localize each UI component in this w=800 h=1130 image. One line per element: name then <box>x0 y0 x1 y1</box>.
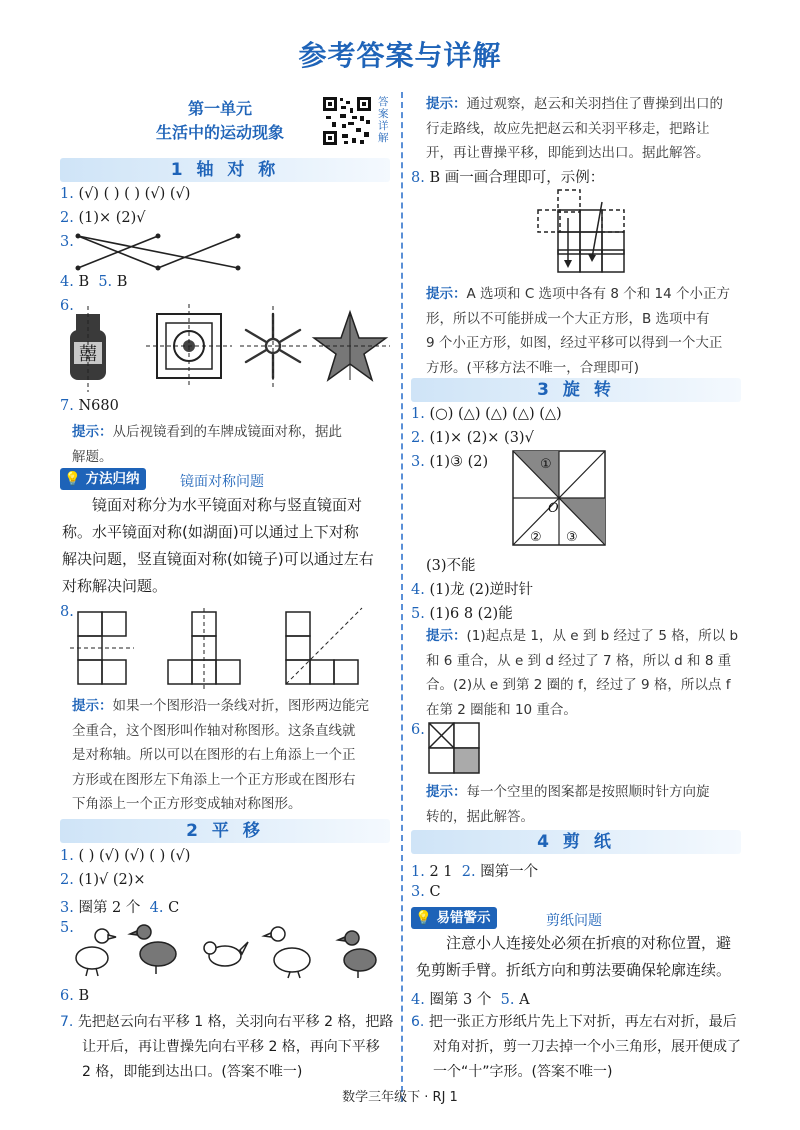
square-pattern-figure <box>146 304 232 388</box>
s3-question-5: 5. (1)6 8 (2)能 <box>411 606 513 622</box>
s2-question-3-4: 3. 圈第 2 个 4. C <box>60 900 180 916</box>
warning-tag: 💡 易错警示 <box>411 907 497 929</box>
s2-question-8: 8. B 画一画合理即可，示例： <box>411 170 605 186</box>
s3-question-3: 3. (1)③ (2) <box>411 454 489 470</box>
section-4-header: 4 剪 纸 <box>411 830 741 854</box>
axis-symmetry-figures <box>70 608 390 690</box>
s3-question-3-part3: (3)不能 <box>426 558 476 574</box>
s2-question-8-tip: 提示：A 选项和 C 选项中各有 8 个和 14 个小正方 形，所以不可能拼成一个大正方形，B 选项中有 9 个小正方形，如图，经过平移可以得到一个大正 方形。(平移方法不唯一，合理即可) <box>426 286 730 376</box>
rotation-square-figure <box>512 450 606 546</box>
s2-question-7-tip: 提示：通过观察，赵云和关羽挡住了曹操到出口的 行走路线，故应先把赵云和关羽平移走，把路让 开，再让曹操平移，即能到达出口。据此解答。 <box>426 96 723 161</box>
s3-question-1: 1. (○) (△) (△) (△) (△) <box>411 406 562 422</box>
s4-question-3: 3. C <box>411 884 441 900</box>
rotation-grid-figure <box>428 722 480 774</box>
region-label-2: ② <box>530 530 542 545</box>
warning-title: 剪纸问题 <box>546 913 602 929</box>
center-label-o: O <box>548 501 559 516</box>
s4-question-6: 6. 把一张正方形纸片先上下对折，再左右对折，最后 对角对折，剪一刀去掉一个小三角形，展开便成了 一个“十”字形。(答案不唯一) <box>411 1014 741 1080</box>
s3-question-6: 6. <box>411 722 425 738</box>
s2-question-7: 7. 先把赵云向右平移 1 格，关羽向右平移 2 格，把路 让开后，再让曹操先向右平移 2 格，再向下平移 2 格，即能到达出口。(答案不唯一) <box>60 1014 394 1080</box>
duck-3 <box>204 942 248 966</box>
s2-question-2: 2. (1)√ (2)× <box>60 872 146 888</box>
s3-question-2: 2. (1)× (2)× (3)√ <box>411 430 534 446</box>
unit-subtitle: 生活中的运动现象 <box>155 123 284 142</box>
qr-label: 答案详解 <box>378 96 389 144</box>
s3-question-4: 4. (1)龙 (2)逆时针 <box>411 582 534 598</box>
question-7-tip: 提示：从后视镜看到的车牌成镜面对称，据此 解题。 <box>72 424 342 465</box>
page-title: 参考答案与详解 <box>298 39 502 72</box>
region-label-3: ③ <box>566 530 578 545</box>
column-divider <box>401 92 403 1102</box>
question-3: 3. <box>60 234 74 250</box>
s2-question-6: 6. B <box>60 988 90 1004</box>
duck-4 <box>264 927 310 978</box>
warning-text: 注意小人连接处必须在折痕的对称位置，避 免剪断手臂。折纸方向和剪法要确保轮廓连续。 <box>416 934 732 979</box>
symmetry-figures <box>60 300 395 398</box>
question-2: 2. (1)× (2)√ <box>60 210 146 226</box>
ducks-figure <box>70 918 390 982</box>
unit-title: 第一单元 <box>187 99 252 118</box>
duck-1 <box>76 929 116 976</box>
section-2-header: 2 平 移 <box>60 819 390 843</box>
question-8: 8. <box>60 604 74 620</box>
svg-text:囍: 囍 <box>79 344 97 365</box>
question-6: 6. <box>60 298 74 314</box>
question-4-5: 4. B 5. B <box>60 274 128 290</box>
region-label-1: ① <box>540 457 552 472</box>
vessel-figure <box>70 306 106 392</box>
s2-question-1: 1. ( ) (√) (√) ( ) (√) <box>60 848 191 864</box>
s4-question-1-2: 1. 2 1 2. 圈第一个 <box>411 864 539 880</box>
method-summary-text: 镜面对称分为水平镜面对称与竖直镜面对 称。水平镜面对称(如湖面)可以通过上下对称 解决问题，竖直镜面对称(如镜子)可以通过左右 对称解决问题。 <box>62 496 374 595</box>
star-figure <box>312 312 390 380</box>
section-3-header: 3 旋 转 <box>411 378 741 402</box>
duck-2 <box>130 925 176 974</box>
question-7: 7. N680 <box>60 398 119 414</box>
s3-question-6-tip: 提示：每一个空里的图案都是按照顺时针方向旋 转的，据此解答。 <box>426 784 710 825</box>
qr-code-icon <box>322 96 372 146</box>
s3-question-5-tip: 提示：(1)起点是 1，从 e 到 b 经过了 5 格，所以 b 和 6 重合，从 e 到 d 经过了 7 格，所以 d 和 8 重 合。(2)从 e 到第 2 圈的 f，经过了 9 格，所以点 f 在第 2 圈能和 10 重合。 <box>426 628 739 718</box>
question-1: 1. (√) ( ) ( ) (√) (√) <box>60 186 191 202</box>
page-footer: 数学三年级下 · RJ 1 <box>342 1090 458 1105</box>
method-summary-tag: 💡 方法归纳 <box>60 468 146 490</box>
question-8-tip: 提示：如果一个图形沿一条线对折，图形两边能完 全重合，这个图形叫作轴对称图形。这条直线就 是对称轴。所以可以在图形的右上角添上一个正 方形或在图形左下角添上一个正方形或在图形右 下角添上一个正方形变成轴对称图形。 <box>72 698 369 812</box>
matching-lines-figure <box>74 230 244 274</box>
method-summary-title: 镜面对称问题 <box>180 474 264 490</box>
s2-question-5: 5. <box>60 920 74 936</box>
duck-5 <box>338 931 376 978</box>
s4-question-4-5: 4. 圈第 3 个 5. A <box>411 992 530 1008</box>
translation-grid-figure <box>538 188 630 274</box>
section-1-header: 1 轴 对 称 <box>60 158 390 182</box>
